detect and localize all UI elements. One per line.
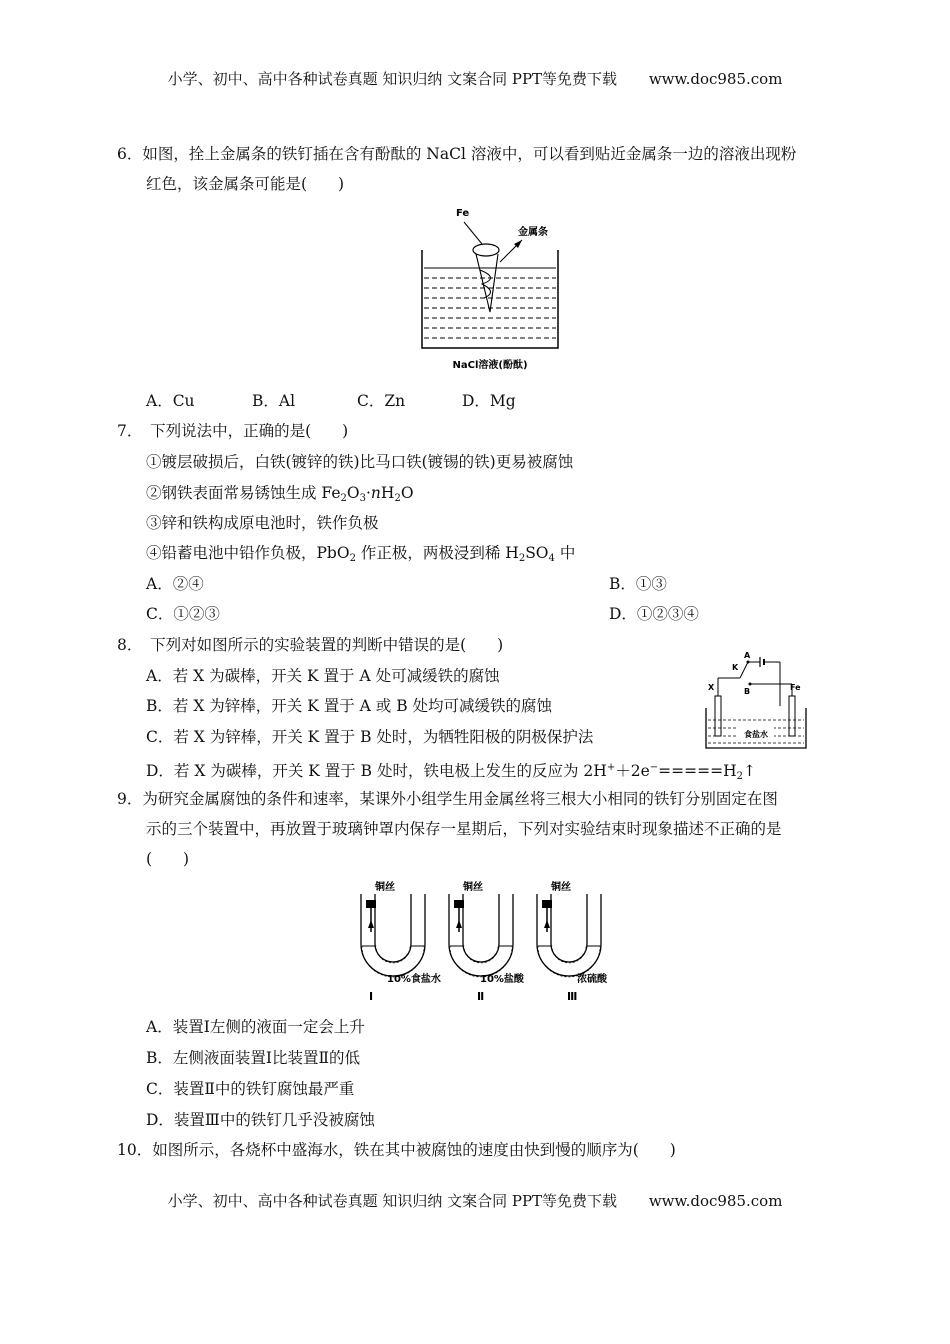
q9-line3: ( ) [146, 850, 190, 868]
q7-statement-3: ③锌和铁构成原电池时，铁作负极 [146, 514, 379, 532]
q8-option-d: D．若 X 为碳棒，开关 K 置于 B 处时，铁电极上发生的反应为 $2H^++2e^-=====H_2↑$ [146, 762, 756, 782]
footer-text: 小学、初中、高中各种试卷真题 知识归纳 文案合同 PPT等免费下载 [167, 1192, 618, 1210]
q7-statement-4: ④铅蓄电池中铅作负极，PbO$_2$ 作正极，两极浸到稀 $H_2SO_4$ 中 [146, 544, 576, 564]
q9-fig-num-3: Ⅲ [567, 990, 578, 1003]
q6-option-c: C．Zn [357, 392, 406, 410]
q6-fig-caption: NaCl溶液(酚酞) [452, 360, 528, 371]
q9-line2: 示的三个装置中，再放置于玻璃钟罩内保存一星期后，下列对实验结束时现象描述不正确的是 [146, 820, 782, 838]
q6-option-a: A．Cu [146, 392, 195, 410]
q7-statement-2: ②钢铁表面常易锈蚀生成 $Fe_2O_3\cdot nH_2O$ [146, 484, 414, 504]
q9-option-b: B．左侧液面装置Ⅰ比装置Ⅱ的低 [146, 1049, 361, 1067]
q8-fig-fe: Fe [790, 683, 801, 692]
q6-option-d: D．Mg [462, 392, 516, 410]
q6-fig-strip: 金属条 [518, 227, 548, 238]
q9-fig-num-2: Ⅱ [477, 990, 485, 1003]
q8-option-a: A．若 X 为碳棒，开关 K 置于 A 处可减缓铁的腐蚀 [146, 667, 500, 685]
q9-tube-3 [537, 880, 601, 977]
q7-option-b: B．①③ [609, 575, 667, 593]
header-text: 小学、初中、高中各种试卷真题 知识归纳 文案合同 PPT等免费下载 [167, 70, 618, 88]
q6-fig-fe: Fe [456, 208, 470, 219]
q8-fig-x: X [708, 683, 715, 692]
svg-text:铜丝: 铜丝 [463, 882, 483, 893]
q6-option-b: B．Al [252, 392, 296, 410]
q8-stem: 8． 下列对如图所示的实验装置的判断中错误的是( ) [117, 636, 504, 654]
q9-fig-label-2: 10%盐酸 [480, 974, 524, 985]
page-header [0, 68, 950, 89]
q7-option-a: A．②④ [146, 575, 204, 593]
q9-fig-num-1: Ⅰ [369, 990, 374, 1003]
q9-line1: 9．为研究金属腐蚀的条件和速率，某课外小组学生用金属丝将三根大小相同的铁钉分别固定在图 [117, 790, 778, 808]
q8-fig-k: K [732, 663, 739, 672]
q8-fig-a: A [744, 651, 751, 660]
q8-fig-b: B [744, 687, 751, 696]
page-footer [0, 1190, 950, 1211]
q9-option-a: A．装置Ⅰ左侧的液面一定会上升 [146, 1018, 365, 1036]
q7-statement-1: ①镀层破损后，白铁(镀锌的铁)比马口铁(镀锡的铁)更易被腐蚀 [146, 453, 574, 471]
q7-option-d: D．①②③④ [609, 605, 699, 623]
q8-figure [700, 648, 812, 752]
q6-line1: 6．如图，拴上金属条的铁钉插在含有酚酞的 NaCl 溶液中，可以看到贴近金属条一边的溶液出现粉 [117, 145, 797, 163]
q9-option-c: C．装置Ⅱ中的铁钉腐蚀最严重 [146, 1080, 355, 1098]
header-url: www.doc985.com [648, 70, 783, 88]
q9-tube-2 [449, 880, 513, 977]
q6-line2: 红色，该金属条可能是( ) [146, 175, 345, 193]
q9-fig-label-1: 10%食盐水 [387, 974, 441, 985]
q7-stem: 7． 下列说法中，正确的是( ) [117, 422, 349, 440]
q9-figure [355, 874, 630, 1006]
q7-option-c: C．①②③ [146, 605, 220, 623]
q6-figure [410, 200, 570, 378]
q8-option-c: C．若 X 为锌棒，开关 K 置于 B 处时，为牺牲阳极的阴极保护法 [146, 728, 594, 746]
q9-fig-label-3: 浓硫酸 [577, 974, 607, 985]
q10-stem: 10．如图所示，各烧杯中盛海水，铁在其中被腐蚀的速度由快到慢的顺序为( ) [117, 1141, 676, 1159]
q8-option-b: B．若 X 为锌棒，开关 K 置于 A 或 B 处均可减缓铁的腐蚀 [146, 697, 553, 715]
svg-text:铜丝: 铜丝 [551, 882, 571, 893]
q8-fig-water: 食盐水 [744, 730, 768, 739]
footer-url: www.doc985.com [648, 1192, 783, 1210]
svg-text:铜丝: 铜丝 [375, 882, 395, 893]
q9-tube-1 [361, 880, 425, 977]
q9-option-d: D．装置Ⅲ中的铁钉几乎没被腐蚀 [146, 1111, 375, 1129]
